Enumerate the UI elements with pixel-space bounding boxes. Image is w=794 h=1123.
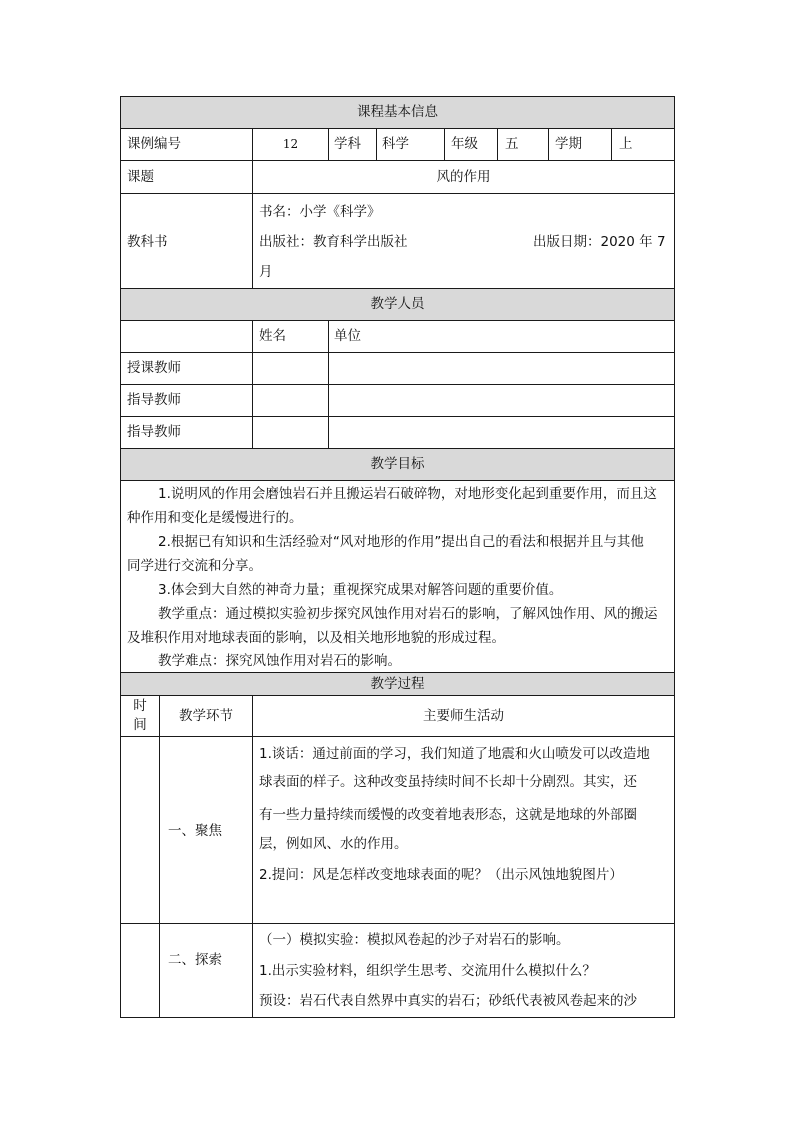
rule — [120, 480, 675, 481]
rule — [120, 96, 675, 97]
book-name: 书名：小学《科学》 — [259, 204, 381, 220]
rule-v — [328, 320, 329, 448]
rule — [120, 288, 675, 289]
topic-value: 风的作用 — [436, 169, 491, 185]
goal-line: 2.根据已有知识和生活经验对“风对地形的作用”提出自己的看法和根据并且与其他 — [158, 534, 644, 550]
goal-line: 3.体会到大自然的神奇力量；重视探究成果对解答问题的重要价值。 — [158, 582, 563, 598]
goal-line: 教学难点：探究风蚀作用对岩石的影响。 — [158, 653, 401, 669]
term-value: 上 — [619, 136, 633, 152]
activity-line: 球表面的样子。这种改变虽持续时间不长却十分剧烈。其实，还 — [259, 774, 637, 790]
rule — [120, 1017, 675, 1018]
rule — [120, 736, 675, 737]
goal-line: 1.说明风的作用会磨蚀岩石并且搬运岩石破碎物，对地形变化起到重要作用，而且这 — [158, 486, 657, 502]
textbook-label: 教科书 — [127, 234, 168, 250]
publish-date-cont: 月 — [259, 264, 273, 280]
goal-line: 种作用和变化是缓慢进行的。 — [127, 510, 303, 526]
rule — [120, 416, 675, 417]
section-title-staff: 教学人员 — [370, 296, 425, 312]
publish-date: 出版日期：2020 年 7 — [533, 234, 666, 250]
rule — [120, 384, 675, 385]
rule — [120, 672, 675, 673]
stage-header: 教学环节 — [179, 708, 233, 724]
activity-line: 2.提问：风是怎样改变地球表面的呢？（出示风蚀地貌图片） — [259, 867, 623, 883]
activity-line: （一）模拟实验：模拟风卷起的沙子对岩石的影响。 — [259, 932, 570, 948]
rule-v — [497, 128, 498, 160]
rule — [120, 128, 675, 129]
rule-v — [328, 128, 329, 160]
staff-row-label: 指导教师 — [127, 392, 181, 408]
activity-header: 主要师生活动 — [423, 708, 504, 724]
rule-v — [252, 320, 253, 448]
grade-label: 年级 — [451, 136, 478, 152]
staff-row-label: 指导教师 — [127, 424, 181, 440]
activity-line: 1.谈话：通过前面的学习，我们知道了地震和火山喷发可以改造地 — [259, 746, 650, 762]
publisher: 出版社：教育科学出版社 — [259, 234, 408, 250]
rule — [120, 352, 675, 353]
rule — [120, 320, 675, 321]
goal-line: 教学重点：通过模拟实验初步探究风蚀作用对岩石的影响，了解风蚀作用、风的搬运 — [158, 606, 658, 622]
grade-value: 五 — [505, 136, 519, 152]
goal-line: 同学进行交流和分享。 — [127, 558, 262, 574]
staff-unit-header: 单位 — [334, 328, 361, 344]
rule-v — [376, 128, 377, 160]
rule — [120, 923, 675, 924]
rule-v — [444, 128, 445, 160]
subject-value: 科学 — [382, 136, 409, 152]
staff-row-label: 授课教师 — [127, 360, 181, 376]
rule — [120, 160, 675, 161]
term-label: 学期 — [555, 136, 582, 152]
activity-line: 有一些力量持续而缓慢的改变着地表形态，这就是地球的外部圈 — [259, 807, 637, 823]
case-no-label: 课例编号 — [127, 136, 181, 152]
activity-line: 层，例如风、水的作用。 — [259, 836, 408, 852]
topic-label: 课题 — [127, 169, 154, 185]
activity-line: 1.出示实验材料，组织学生思考、交流用什么模拟什么？ — [259, 963, 596, 979]
time-header-2: 间 — [133, 717, 147, 733]
activity-line: 预设：岩石代表自然界中真实的岩石；砂纸代表被风卷起来的沙 — [259, 993, 637, 1009]
section-title-course-info: 课程基本信息 — [357, 104, 438, 120]
section-title-goals: 教学目标 — [370, 456, 425, 472]
rule-v — [611, 128, 612, 160]
section-title-process: 教学过程 — [370, 676, 425, 692]
stage-name-focus: 一、聚焦 — [168, 823, 222, 839]
rule — [120, 695, 675, 696]
rule — [120, 193, 675, 194]
rule-v — [252, 695, 253, 1018]
staff-name-header: 姓名 — [259, 328, 286, 344]
table-border-right — [674, 96, 675, 1018]
rule — [120, 448, 675, 449]
stage-name-explore: 二、探索 — [168, 952, 222, 968]
time-header-1: 时 — [133, 698, 147, 714]
goal-line: 及堆积作用对地球表面的影响，以及相关地形地貌的形成过程。 — [127, 630, 505, 646]
case-no-value: 12 — [282, 137, 299, 151]
table-border-left — [120, 96, 121, 1018]
rule-v — [159, 695, 160, 1018]
rule-v — [548, 128, 549, 160]
subject-label: 学科 — [334, 136, 361, 152]
